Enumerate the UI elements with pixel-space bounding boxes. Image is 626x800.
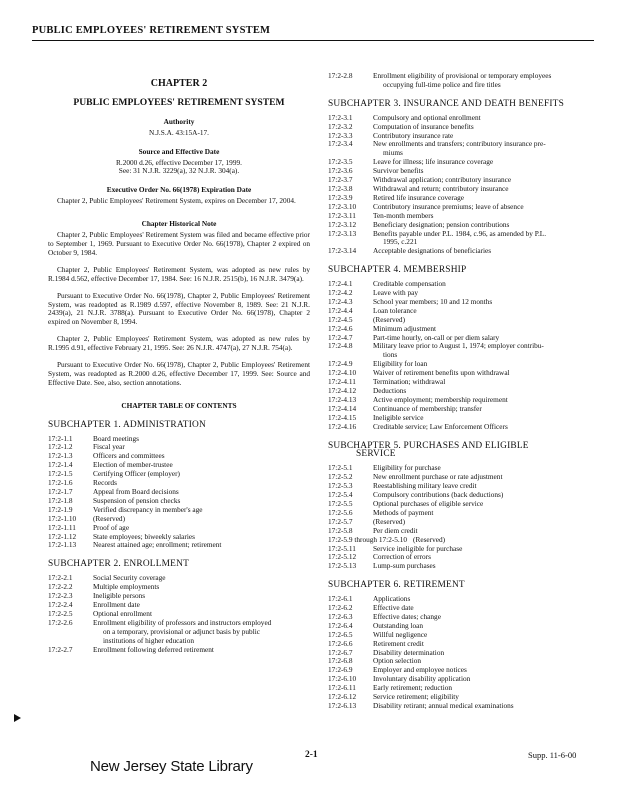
section-number: 17:2-3.13 (328, 228, 357, 238)
section-number: 17:2-1.3 (48, 451, 73, 461)
section-number: 17:2-4.15 (328, 412, 357, 422)
section-title-continued: tions (383, 350, 398, 360)
chapter-number: CHAPTER 2 (150, 78, 208, 89)
section-number: 17:2-1.12 (48, 531, 77, 541)
subchapter-1-heading: SUBCHAPTER 1. ADMINISTRATION (48, 419, 206, 430)
section-title-text: Involuntary disability application (373, 674, 471, 684)
authority-heading: Authority (163, 116, 195, 126)
section-number: 17:2-4.2 (328, 288, 353, 298)
section-title-text: Eligibility for purchase (373, 463, 441, 473)
section-number: 17:2-1.8 (48, 495, 73, 505)
section-number: 17:2-5.12 (328, 552, 357, 562)
toc-row (328, 247, 594, 256)
section-number: 17:2-6.5 (328, 629, 353, 639)
section-title (373, 509, 594, 518)
section-title-text: New enrollments and transfers; contributory insurance pre- (373, 139, 546, 149)
chapter-title: PUBLIC EMPLOYEES' RETIREMENT SYSTEM (73, 96, 285, 108)
subchapter-3-heading: SUBCHAPTER 3. INSURANCE AND DEATH BENEFITS (328, 98, 565, 109)
section-title-text: Military leave prior to August 1, 1974; employer contribu- (373, 341, 544, 351)
subchapter-4-list (328, 280, 594, 431)
section-title-text: Optional purchases of eligible service (373, 498, 484, 508)
section-title-text: Appeal from Board decisions (93, 487, 179, 496)
section-number: 17:2-3.10 (328, 201, 357, 211)
section-title-text: Officers and committees (93, 451, 165, 461)
section-number: 17:2-4.14 (328, 403, 357, 413)
toc-row (328, 702, 594, 711)
section-title-text: Records (93, 478, 117, 488)
section-title-text: Proof of age (93, 522, 130, 532)
section-title-text: School year members; 10 and 12 months (373, 296, 493, 306)
toc-row (328, 423, 594, 432)
section-number: 17:2-4.10 (328, 368, 357, 378)
section-title-text: Computation of insurance benefits (373, 121, 474, 131)
section-title-text: Beneficiary designation; pension contributions (373, 219, 510, 229)
toc-row (328, 649, 594, 658)
margin-arrow-icon (14, 714, 21, 722)
section-title-text: Lump-sum purchases (373, 561, 436, 571)
section-title-text: Reestablishing military leave credit (373, 481, 477, 491)
section-number: 17:2-1.1 (48, 433, 73, 443)
section-number: 17:2-3.1 (328, 112, 353, 122)
section-title-text: Waiver of retirement benefits upon withdrawal (373, 368, 510, 378)
section-title-text: Minimum adjustment (373, 323, 437, 333)
toc-row (328, 613, 594, 622)
subchapter-6-list (328, 595, 594, 711)
left-column (48, 72, 310, 654)
toc-row (48, 583, 310, 592)
toc-row (48, 601, 310, 610)
section-number: 17:2-1.2 (48, 442, 73, 452)
subchapter-2-heading: SUBCHAPTER 2. ENROLLMENT (48, 559, 190, 570)
section-number: 17:2-4.1 (328, 279, 353, 289)
section-number: 17:2-4.12 (328, 386, 357, 395)
toc-row (328, 622, 594, 631)
section-number: 17:2-3.5 (328, 157, 353, 167)
section-number: 17:2-2.4 (48, 599, 73, 609)
section-number: 17:2-1.11 (48, 522, 76, 532)
section-number: 17:2-5.6 (328, 507, 353, 517)
library-watermark: New Jersey State Library (90, 758, 253, 775)
subchapter-5-list (328, 464, 594, 571)
section-number: 17:2-2.6 (48, 617, 73, 627)
history-paragraph: Chapter 2, Public Employees' Retirement System was filed and became effective prior to September 1, 1969. Pursuant to Executive Order No. 66(1978), Chapter 2 expired on October 9, 1984. (48, 230, 310, 257)
section-title-text: Withdrawal application; contributory insurance (373, 175, 512, 185)
section-title-text: Outstanding loan (373, 620, 424, 630)
section-title-continued: 1995, c.221 (383, 237, 418, 247)
history-paragraph: Chapter 2, Public Employees' Retirement System, was adopted as new rules by R.1984 d.562, effective December 17, 1984. See: 16 N.J.R. 2515(b), 16 N.J.R. 3479(a). (48, 264, 310, 283)
section-title (93, 435, 310, 444)
section-title-text: Multiple employments (93, 582, 160, 592)
section-title (93, 541, 310, 550)
section-number: 17:2-4.4 (328, 305, 353, 315)
section-number: 17:2-3.3 (328, 130, 353, 140)
section-title (373, 140, 594, 158)
section-number: 17:2-4.8 (328, 341, 353, 351)
section-number: 17:2-3.9 (328, 192, 353, 202)
section-title-text: State employees; biweekly salaries (93, 531, 195, 541)
section-title-text: Enrollment date (93, 599, 140, 609)
section-title-text: Service ineligible for purchase (373, 543, 463, 553)
section-number: 17:2-5.2 (328, 472, 353, 482)
section-number: 17:2-4.3 (328, 296, 353, 306)
section-number: 17:2-2.1 (48, 573, 73, 583)
section-title-text: Enrollment eligibility of provisional or temporary employees (373, 71, 552, 80)
section-title-text: (Reserved) (413, 534, 446, 544)
subchapter-2-list (48, 574, 310, 654)
section-title-text: Early retirement; reduction (373, 683, 453, 693)
section-title-text: Withdrawal and return; contributory insurance (373, 183, 509, 193)
section-number: 17:2-1.13 (48, 540, 77, 550)
toc-row (48, 443, 310, 452)
toc-row (48, 452, 310, 461)
section-title (373, 72, 594, 90)
section-title-text: Creditable service; Law Enforcement Officers (373, 421, 508, 431)
toc-row (328, 280, 594, 289)
section-number: 17:2-3.12 (328, 219, 357, 229)
section-title (373, 562, 594, 571)
section-number: 17:2-2.2 (48, 582, 73, 592)
toc-row (48, 479, 310, 488)
section-title-text: Termination; withdrawal (373, 377, 446, 387)
section-number: 17:2-3.11 (328, 210, 356, 220)
section-number: 17:2-3.14 (328, 246, 357, 256)
section-number: 17:2-2.7 (48, 644, 73, 654)
section-number: 17:2-4.7 (328, 332, 353, 342)
toc-row (328, 631, 594, 640)
section-number: 17:2-5.13 (328, 561, 357, 571)
authority-text: N.J.S.A. 43:15A-17. (149, 127, 209, 137)
section-title-text: Service retirement; eligibility (373, 692, 459, 702)
section-number: 17:2-2.8 (328, 71, 353, 80)
toc-row (48, 646, 310, 655)
section-number: 17:2-6.8 (328, 656, 353, 666)
section-title (373, 342, 594, 360)
section-title-continued: miums (383, 148, 403, 158)
section-number: 17:2-2.5 (48, 608, 73, 618)
exec-order-heading: Executive Order No. 66(1978) Expiration Date (106, 185, 252, 195)
section-title-text: New enrollment purchase or rate adjustment (373, 472, 503, 482)
section-title-text: Retired life insurance coverage (373, 192, 464, 202)
section-title-text: Compulsory contributions (back deductions) (373, 490, 504, 500)
section-title-text: Leave with pay (373, 288, 418, 298)
section-title-text: Enrollment eligibility of professors and instructors employed (93, 617, 272, 627)
section-number: 17:2-5.7 (328, 516, 353, 526)
section-title-text: Fiscal year (93, 442, 125, 452)
section-title-text: Contributory insurance rate (373, 130, 454, 140)
top-continued-list (328, 72, 594, 90)
section-title-text: Enrollment following deferred retirement (93, 644, 214, 654)
toc-row (48, 470, 310, 479)
toc-row (328, 342, 594, 360)
toc-row (328, 562, 594, 571)
section-number: 17:2-6.10 (328, 674, 357, 684)
section-title-text: Optional enrollment (93, 608, 152, 618)
history-paragraph: Chapter 2, Public Employees' Retirement System, was adopted as new rules by R.1995 d.91, effective February 21, 1995. See: 26 N.J.R. 4747(a), 27 N.J.R. 754(a). (48, 334, 310, 353)
section-title-text: Applications (373, 594, 411, 604)
section-number: 17:2-1.10 (48, 513, 77, 523)
section-number: 17:2-4.11 (328, 377, 356, 387)
toc-row (328, 140, 594, 158)
toc-row (328, 72, 594, 90)
toc-row (328, 369, 594, 378)
section-title-continued: institutions of higher education (103, 635, 194, 645)
supplement-date: Supp. 11-6-00 (528, 750, 577, 760)
section-title-text: Benefits payable under P.L. 1984, c.96, as amended by P.L. (373, 228, 547, 238)
section-number: 17:2-1.7 (48, 487, 73, 496)
source-line-2: See: 31 N.J.R. 3229(a), 32 N.J.R. 304(a). (118, 166, 240, 176)
source-line-1: R.2000 d.26, effective December 17, 1999. (116, 157, 242, 167)
section-title-text: Social Security coverage (93, 573, 166, 583)
section-number: 17:2-5.5 (328, 498, 353, 508)
toc-row (328, 230, 594, 248)
history-heading: Chapter Historical Note (141, 219, 217, 229)
toc-row (328, 545, 594, 554)
toc-row (48, 619, 310, 646)
section-number: 17:2-4.13 (328, 394, 357, 404)
section-title-text: Verified discrepancy in member's age (93, 504, 203, 514)
toc-row (48, 592, 310, 601)
section-title-text: Option selection (373, 656, 422, 666)
section-number: 17:2-6.7 (328, 647, 353, 657)
section-number: 17:2-6.9 (328, 665, 353, 675)
section-title-text: Part-time hourly, on-call or per diem salary (373, 332, 500, 342)
toc-row (328, 509, 594, 518)
toc-row (328, 298, 594, 307)
section-number: 17:2-1.9 (48, 504, 73, 514)
section-number: 17:2-5.3 (328, 481, 353, 491)
section-title-text: Compulsory and optional enrollment (373, 112, 481, 122)
section-title-continued: occupying full-time police and fire titles (383, 79, 501, 89)
section-title (373, 423, 594, 432)
section-number: 17:2-6.12 (328, 692, 357, 702)
section-number: 17:2-1.4 (48, 460, 73, 470)
subchapter-6-heading: SUBCHAPTER 6. RETIREMENT (328, 580, 465, 591)
section-title-text: Willful negligence (373, 629, 428, 639)
running-head-rule (32, 40, 594, 41)
section-title (373, 702, 594, 711)
section-title-text: (Reserved) (93, 513, 126, 523)
section-number: 17:2-1.5 (48, 469, 73, 479)
section-title-text: Survivor benefits (373, 166, 424, 176)
history-paragraph: Pursuant to Executive Order No. 66(1978), Chapter 2, Public Employees' Retirement System, was readopted as R.2000 d.26, effective December 17, 1999. See: Source and Effective Date. See, also, section annotations. (48, 360, 310, 387)
toc-row (328, 307, 594, 316)
section-title-text: Election of member-trustee (93, 460, 173, 470)
toc-row (48, 435, 310, 444)
section-number: 17:2-6.4 (328, 620, 353, 630)
toc-row (328, 518, 594, 527)
section-number: 17:2-1.6 (48, 478, 73, 488)
section-title-text: Continuance of membership; transfer (373, 403, 482, 413)
section-title (373, 247, 594, 256)
section-title-text: Deductions (373, 386, 407, 395)
section-title (373, 307, 594, 316)
toc-row (48, 506, 310, 515)
section-title-text: Certifying Officer (employer) (93, 469, 180, 479)
subchapter-3-list (328, 114, 594, 257)
section-title-text: Disability determination (373, 647, 445, 657)
section-title-text: (Reserved) (373, 314, 406, 324)
section-number: 17:2-6.1 (328, 594, 353, 604)
section-title-text: Methods of payment (373, 507, 434, 517)
section-number: 17:2-3.4 (328, 139, 353, 149)
section-title (93, 646, 310, 655)
toc-row (328, 405, 594, 414)
section-title-text: Acceptable designations of beneficiaries (373, 246, 492, 256)
toc-row (328, 203, 594, 212)
section-title (93, 619, 310, 646)
section-number: 17:2-3.7 (328, 175, 353, 185)
toc-row (328, 640, 594, 649)
section-title-text: Disability retirant; annual medical examinations (373, 701, 514, 710)
toc-row (48, 574, 310, 583)
subchapter-5-heading-line2: SERVICE (356, 449, 396, 460)
page-number: 2-1 (305, 750, 318, 760)
section-title-text: Creditable compensation (373, 279, 446, 289)
section-number: 17:2-6.13 (328, 701, 357, 710)
exec-order-text: Chapter 2, Public Employees' Retirement System, expires on December 17, 2004. (57, 196, 296, 206)
section-number: 17:2-5.8 (328, 525, 353, 535)
section-title-text: Suspension of pension checks (93, 495, 181, 505)
toc-row (328, 604, 594, 613)
toc-heading: CHAPTER TABLE OF CONTENTS (121, 400, 237, 410)
section-title-text: (Reserved) (373, 516, 406, 526)
toc-row (328, 158, 594, 167)
section-number: 17:2-4.5 (328, 314, 353, 324)
section-title-text: Ineligible persons (93, 591, 146, 601)
section-number: 17:2-2.3 (48, 591, 73, 601)
section-title-text: Ten-month members (373, 210, 434, 220)
toc-row (328, 595, 594, 604)
section-number: 17:2-5.4 (328, 490, 353, 500)
section-number: 17:2-5.1 (328, 463, 353, 473)
section-number: 17:2-6.6 (328, 638, 353, 648)
section-title-text: Loan tolerance (373, 305, 417, 315)
section-number: 17:2-4.6 (328, 323, 353, 333)
section-title (373, 230, 594, 248)
toc-row (328, 316, 594, 325)
section-title-text: Retirement credit (373, 638, 424, 648)
subchapter-5-heading-line1: SUBCHAPTER 5. PURCHASES AND ELIGIBLE (328, 440, 529, 451)
section-title-text: Effective dates; change (373, 611, 441, 621)
section-title (93, 470, 310, 479)
subchapter-5-heading (328, 442, 594, 460)
section-number: 17:2-3.8 (328, 183, 353, 193)
toc-row (328, 500, 594, 509)
toc-row (328, 123, 594, 132)
section-number: 17:2-3.6 (328, 166, 353, 176)
toc-row (328, 378, 594, 387)
section-number: 17:2-5.9 through 17:2-5.10 (328, 534, 408, 544)
section-title (93, 506, 310, 515)
running-head: PUBLIC EMPLOYEES' RETIREMENT SYSTEM (32, 25, 271, 36)
section-number: 17:2-6.11 (328, 683, 356, 693)
section-title-text: Ineligible service (373, 412, 424, 422)
toc-row (328, 553, 594, 562)
section-number: 17:2-6.3 (328, 611, 353, 621)
right-column (328, 72, 594, 711)
section-title-text: Nearest attained age; enrollment; retirement (93, 540, 222, 550)
section-title-continued: on a temporary, provisional or adjunct basis by public (103, 626, 260, 636)
section-title-text: Leave for illness; life insurance coverage (373, 157, 494, 167)
section-title-text: Employer and employee notices (373, 665, 467, 675)
section-title-text: Contributory insurance premiums; leave of absence (373, 201, 524, 211)
section-number: 17:2-6.2 (328, 603, 353, 613)
subchapter-4-heading: SUBCHAPTER 4. MEMBERSHIP (328, 265, 467, 276)
source-heading: Source and Effective Date (138, 146, 220, 156)
section-number: 17:2-4.9 (328, 359, 353, 369)
section-title-text: Effective date (373, 603, 414, 613)
history-paragraph: Pursuant to Executive Order No. 66(1978), Chapter 2, Public Employees' Retirement System, was readopted as R.1989 d.597, effective November 8, 1989. See: 21 N.J.R. 2439(a), 21 N.J.R. 3788(a). Pursuant to Executive Order No. 66(1978), Chapter 2 expired on November 8, 1994. (48, 290, 310, 327)
section-number: 17:2-3.2 (328, 121, 353, 131)
toc-row (328, 675, 594, 684)
section-title-text: Per diem credit (373, 525, 418, 535)
subchapter-1-list (48, 435, 310, 551)
section-number: 17:2-5.11 (328, 543, 356, 553)
section-number: 17:2-4.16 (328, 421, 357, 431)
toc-row (48, 515, 310, 524)
toc-row (48, 541, 310, 550)
toc-row (328, 684, 594, 693)
section-title-text: Active employment; membership requirement (373, 394, 508, 404)
section-title-text: Board meetings (93, 433, 140, 443)
section-title-text: Eligibility for loan (373, 359, 428, 369)
section-title-text: Correction of errors (373, 552, 431, 562)
